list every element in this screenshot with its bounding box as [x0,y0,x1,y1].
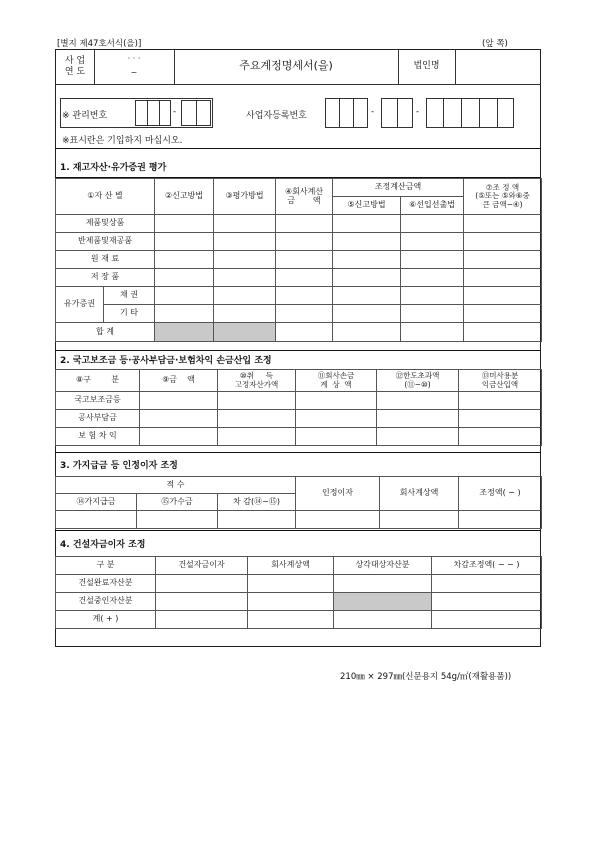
date-tilde: ~ [130,68,138,78]
col-adjust-fifo: ⑥선입선출법 [401,197,464,215]
table-cell[interactable] [296,511,380,529]
section4-title: 4. 건설자금이자 조정 [60,540,146,550]
col-adjust-amount: 조정계산금액 [333,179,464,197]
table-cell[interactable] [464,269,542,287]
table-cell[interactable] [276,215,333,233]
table-cell[interactable] [296,428,377,446]
table-cell[interactable] [248,575,334,593]
table-cell[interactable] [140,410,218,428]
table-cell[interactable] [333,287,401,305]
biz-reg-field-3[interactable] [426,98,514,128]
table-cell[interactable] [155,269,214,287]
table-cell[interactable] [334,611,432,629]
col-company-recorded: 회사계상액 [380,477,459,511]
table-cell[interactable] [276,305,333,323]
row-label: 제품및상품 [56,215,155,233]
table-cell[interactable] [155,287,214,305]
col-adjustment: 조정액( − ) [459,477,542,511]
shaded-cell [334,593,432,611]
table-cell[interactable] [401,287,464,305]
row-label: 공사부담금 [56,410,140,428]
biz-reg-label: 사업자등록번호 [246,111,307,121]
col-amount: ⑨금 액 [140,370,218,392]
table-cell[interactable] [140,428,218,446]
table-cell[interactable] [140,392,218,410]
table-cell[interactable] [276,287,333,305]
interest-table [55,476,542,529]
table-cell[interactable] [155,305,214,323]
form-number: [별지 제47호서식(을)] [57,39,142,49]
table-cell[interactable] [401,269,464,287]
table-cell[interactable] [155,233,214,251]
col-unused: ⑬미사용분 익금산입액 [459,370,542,392]
col-net-adjust: 차감조정액( − − ) [432,557,542,575]
table-cell[interactable] [459,511,542,529]
table-cell[interactable] [296,410,377,428]
col-company-recorded: 회사계상액 [248,557,334,575]
table-cell[interactable] [156,593,248,611]
biz-reg-field-1[interactable] [325,98,368,128]
table-cell[interactable] [333,215,401,233]
form-note: ※표시란은 기입하지 마십시오. [62,136,183,146]
table-cell[interactable] [155,215,214,233]
table-cell[interactable] [334,575,432,593]
table-cell[interactable] [214,233,276,251]
divider [94,49,95,84]
table-cell[interactable] [464,251,542,269]
table-cell[interactable] [155,251,214,269]
table-cell[interactable] [276,323,333,342]
securities-label: 유가증권 [56,287,104,323]
table-cell[interactable] [377,410,459,428]
business-year-label: 사 업 연 도 [64,56,86,77]
col-accum: 적 수 [56,477,296,494]
divider [174,49,175,84]
col-category: 구 분 [56,557,156,575]
table-cell[interactable] [377,392,459,410]
col-report-method: ②신고방법 [155,179,214,215]
table-cell[interactable] [276,233,333,251]
divider [455,49,456,84]
table-cell[interactable] [401,323,464,342]
table-cell[interactable] [214,305,276,323]
col-adjust-report: ⑤신고방법 [333,197,401,215]
col-advance-paid: ⑭가지급금 [56,494,137,511]
page-title: 주요계정명세서(을) [239,59,333,73]
table-cell[interactable] [459,428,542,446]
section1-title: 1. 재고자산·유가증권 평가 [60,163,167,173]
table-cell[interactable] [276,251,333,269]
table-cell[interactable] [432,593,542,611]
table-cell[interactable] [248,593,334,611]
mgmt-no-field-1[interactable] [135,100,171,126]
total-label: 합 계 [56,323,155,342]
col-company-amount: ④회사계산 금 액 [276,179,333,215]
table-cell[interactable] [276,269,333,287]
table-cell[interactable] [459,410,542,428]
col-depreciable: 상각대상자산분 [334,557,432,575]
shaded-cell [214,323,276,342]
table-cell[interactable] [333,305,401,323]
subsidy-table [55,369,542,446]
corp-name-label: 법인명 [413,61,440,72]
row-label: 기 타 [104,305,155,323]
row-label: 계( + ) [56,611,156,629]
table-cell[interactable] [333,233,401,251]
table-cell[interactable] [459,392,542,410]
table-cell[interactable] [214,215,276,233]
row-label: 건설중인자산분 [56,593,156,611]
table-cell[interactable] [401,233,464,251]
table-cell[interactable] [464,215,542,233]
col-excess: ⑫한도초과액 (⑪−⑩) [377,370,459,392]
table-cell[interactable] [432,575,542,593]
section2-title: 2. 국고보조금 등·공사부담금·보험차익 손금산입 조정 [60,356,272,366]
table-cell[interactable] [248,611,334,629]
section3-title: 3. 가지급금 등 인정이자 조정 [60,461,178,471]
table-cell[interactable] [218,410,296,428]
construction-interest-table [55,556,542,629]
col-advance-received: ⑮가수금 [137,494,218,511]
table-cell[interactable] [214,251,276,269]
col-company-loss: ⑪회사손금 계 상 액 [296,370,377,392]
corp-name-field[interactable] [457,51,539,82]
table-cell[interactable] [380,511,459,529]
page-side-label: (앞 쪽) [482,39,508,49]
date-dots: · · · [127,54,141,64]
row-label: 보 험 차 익 [56,428,140,446]
table-cell[interactable] [464,287,542,305]
table-cell[interactable] [214,287,276,305]
table-cell[interactable] [401,251,464,269]
table-cell[interactable] [333,323,401,342]
row-label: 원 재 료 [56,251,155,269]
divider [55,84,541,85]
table-cell[interactable] [464,323,542,342]
col-category: ⑧구 분 [56,370,140,392]
col-eval-method: ③평가방법 [214,179,276,215]
row-label: 반제품및재공품 [56,233,155,251]
col-adjust-value: ⑦조 정 액 (⑤또는 ⑤와⑥중 큰 금액−④) [464,179,542,215]
row-label: 채 권 [104,287,155,305]
table-cell[interactable] [218,511,296,529]
table-cell[interactable] [464,305,542,323]
table-cell[interactable] [296,392,377,410]
table-cell[interactable] [401,215,464,233]
table-cell[interactable] [464,233,542,251]
row-label: 국고보조금등 [56,392,140,410]
col-acquired-asset: ⑩취 득 고정자산가액 [218,370,296,392]
col-item: ①자 산 별 [56,179,155,215]
shaded-cell [155,323,214,342]
table-cell[interactable] [401,305,464,323]
mgmt-no-label: ※ 관리번호 [62,111,108,121]
divider [398,49,399,84]
table-cell[interactable] [377,428,459,446]
table-cell[interactable] [137,511,218,529]
table-cell[interactable] [156,611,248,629]
row-label: 저 장 품 [56,269,155,287]
table-cell[interactable] [214,269,276,287]
table-cell[interactable] [333,251,401,269]
row-label: 건설완료자산분 [56,575,156,593]
paper-spec: 210㎜ × 297㎜(신문용지 54g/㎡(재활용품)) [340,672,512,682]
table-cell[interactable] [218,428,296,446]
table-cell[interactable] [218,392,296,410]
inventory-table [55,178,542,342]
col-difference: 차 감(⑭−⑮) [218,494,296,511]
table-cell[interactable] [56,511,137,529]
table-cell[interactable] [156,575,248,593]
col-construction-interest: 건설자금이자 [156,557,248,575]
table-cell[interactable] [333,269,401,287]
table-cell[interactable] [432,611,542,629]
col-recognized-interest: 인정이자 [296,477,380,511]
